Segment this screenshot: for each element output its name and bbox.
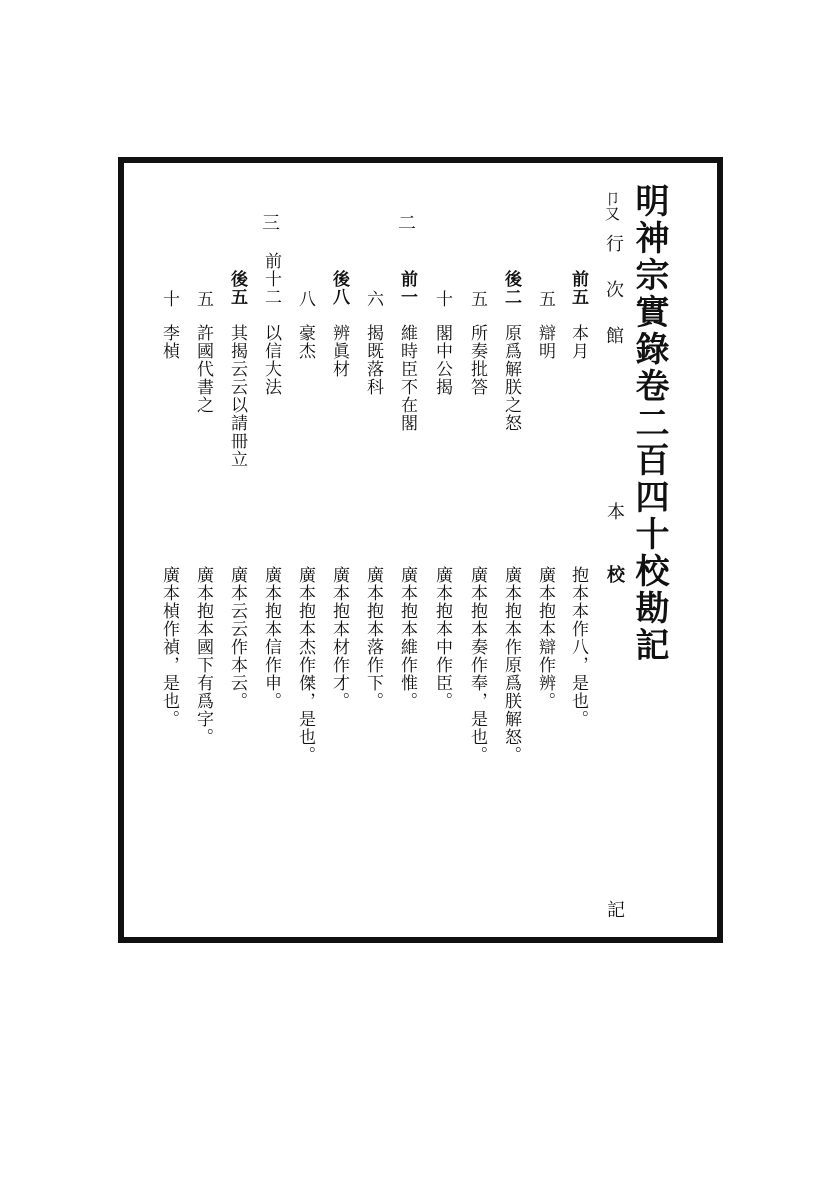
cited-text: 以信大法	[261, 324, 281, 396]
collation-note: 廣本抱本維作惟。	[397, 566, 417, 710]
row-number: 後二	[501, 270, 521, 306]
collation-note: 廣本抱本落作下。	[363, 566, 383, 710]
cited-text: 許國代書之	[193, 324, 213, 414]
cited-text: 辨眞材	[329, 324, 349, 378]
cited-text: 豪杰	[295, 324, 315, 360]
group-marker: 二	[395, 213, 416, 232]
header-ji: 記	[604, 900, 625, 918]
row-number: 五	[535, 290, 555, 308]
header-institution: 行次館	[603, 234, 624, 372]
cited-text: 所奏批答	[467, 324, 487, 396]
row-number: 前一	[397, 270, 417, 306]
cited-text: 其揭云云以請冊立	[227, 324, 247, 468]
cited-text: 閣中公揭	[432, 324, 452, 396]
row-number: 八	[295, 290, 315, 308]
collation-note: 廣本抱本中作臣。	[432, 566, 452, 710]
collation-note: 廣本云云作本云。	[227, 566, 247, 710]
header-jiao: 校	[604, 565, 625, 583]
cited-text: 維時臣不在閣	[397, 324, 417, 432]
collation-note: 廣本抱本國下有爲字。	[193, 566, 213, 746]
page-title: 明神宗實錄卷二百四十校勘記	[629, 183, 669, 664]
row-number: 十	[159, 290, 179, 308]
row-number: 五	[467, 290, 487, 308]
row-number: 後五	[227, 270, 247, 306]
cited-text: 揭既落科	[363, 324, 383, 396]
row-number: 前十二	[261, 252, 281, 306]
collation-note: 廣本抱本材作才。	[329, 566, 349, 710]
cited-text: 原爲解朕之怒	[501, 324, 521, 432]
collation-note: 抱本本作八，是也。	[568, 566, 588, 728]
cited-text: 李楨	[159, 324, 179, 360]
row-number: 五	[193, 290, 213, 308]
collation-note: 廣本抱本奏作奉，是也。	[467, 566, 487, 764]
group-marker: 三	[259, 213, 280, 232]
header-mark: 卩又	[603, 191, 621, 221]
cited-text: 本月	[568, 324, 588, 360]
row-number: 前五	[568, 270, 588, 306]
collation-note: 廣本抱本杰作傑，是也。	[295, 566, 315, 764]
header-ben: 本	[604, 502, 625, 520]
collation-note: 廣本楨作禎，是也。	[159, 566, 179, 728]
collation-note: 廣本抱本辯作辨。	[535, 566, 555, 710]
cited-text: 辯明	[535, 324, 555, 360]
row-number: 後八	[329, 270, 349, 306]
collation-note: 廣本抱本作原爲朕解怒。	[501, 566, 521, 764]
row-number: 十	[432, 290, 452, 308]
row-number: 六	[363, 290, 383, 308]
collation-note: 廣本抱本信作申。	[261, 566, 281, 710]
